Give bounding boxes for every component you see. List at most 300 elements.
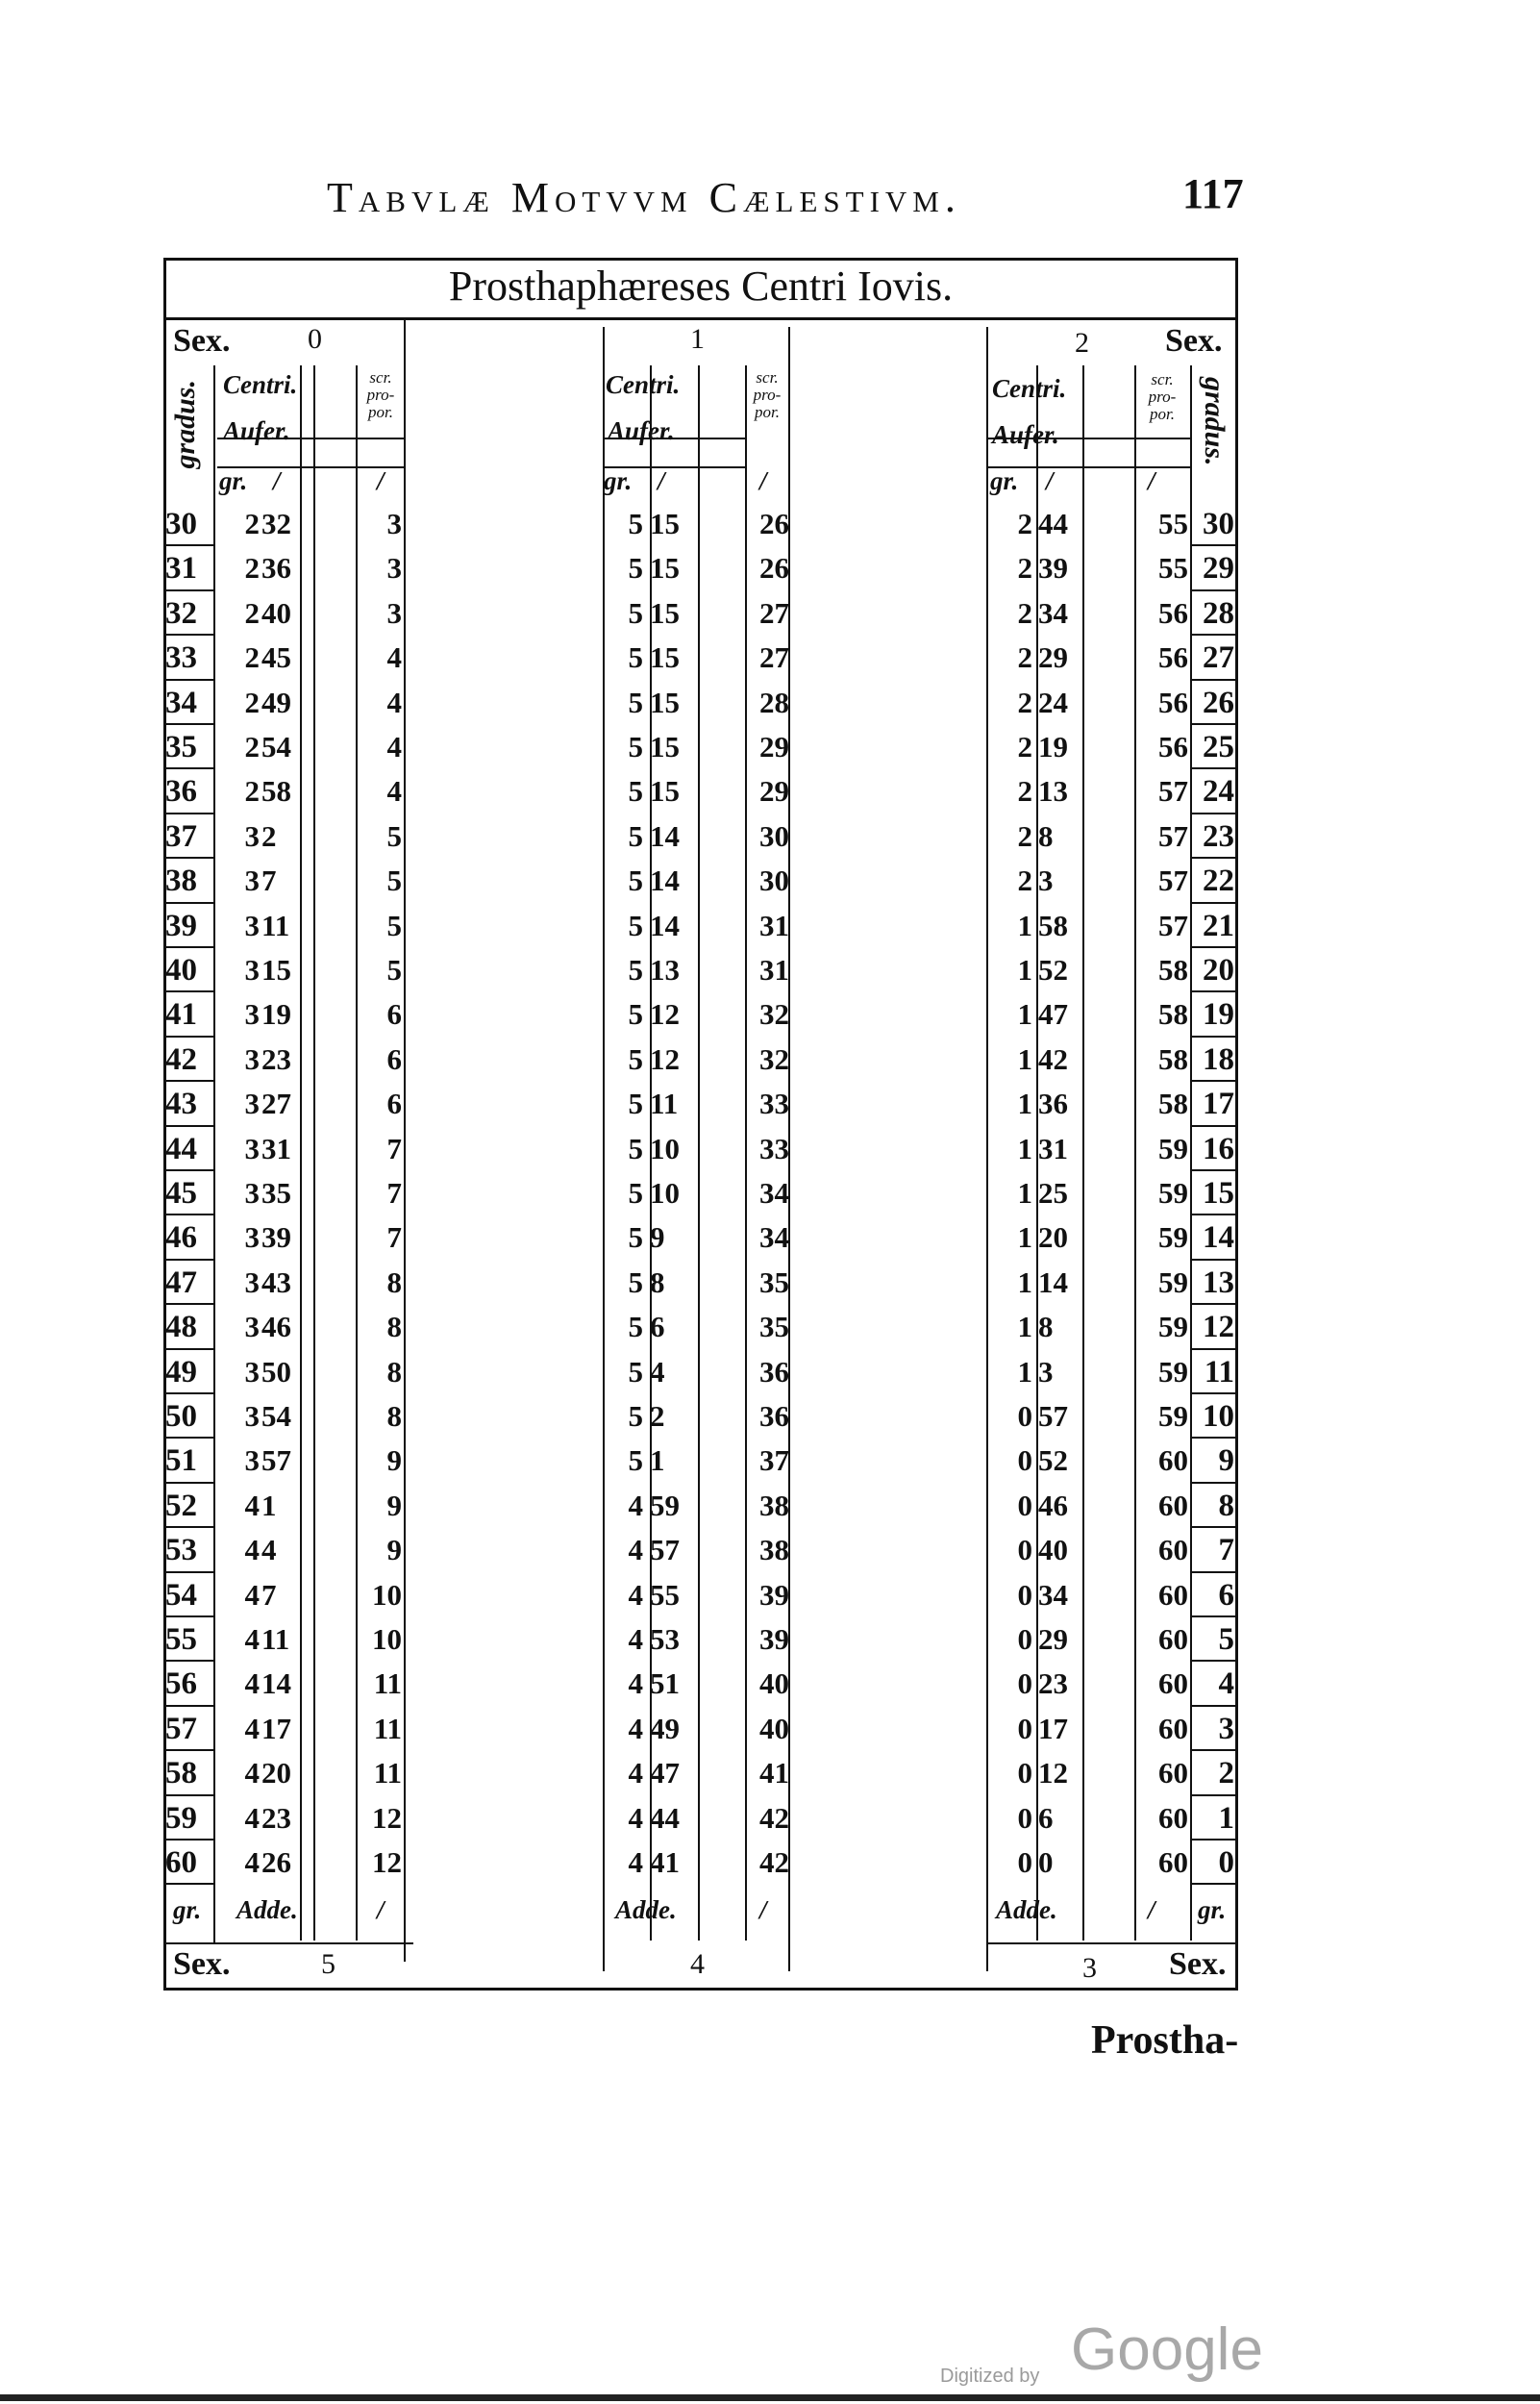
gradus-label-right: gradus. (1199, 377, 1230, 466)
mid-degrees: 5 (628, 595, 643, 630)
row-degree-right: 17 (1203, 1087, 1234, 1122)
row-degree-right: 1 (1218, 1800, 1234, 1836)
mid-minutes: 9 (650, 1220, 665, 1255)
mid-degrees: 5 (628, 774, 643, 809)
right-degrees: 1 (1017, 997, 1032, 1032)
mid-degrees: 5 (628, 685, 643, 719)
adde-label-right: Adde. (996, 1895, 1057, 1924)
right-minutes: 52 (1038, 1443, 1068, 1478)
left-minutes: 45 (261, 640, 291, 675)
mid-minutes: 8 (650, 1265, 665, 1299)
right-degrees: 2 (1017, 507, 1032, 540)
right-minutes: 34 (1038, 1577, 1068, 1612)
left-proportional: 11 (373, 1666, 402, 1701)
left-proportional: 7 (386, 1131, 402, 1165)
mid-minutes: 14 (650, 908, 680, 942)
mid-minutes: 15 (650, 551, 680, 586)
scr-label-left: scr. (369, 368, 392, 387)
row-degree-right: 27 (1203, 640, 1234, 676)
right-degrees: 1 (1017, 1354, 1032, 1389)
left-degrees: 3 (244, 1310, 260, 1344)
mid-minutes: 10 (650, 1131, 680, 1165)
centri-label-left: Centri. (223, 370, 298, 399)
mid-proportional: 33 (759, 1131, 789, 1165)
mid-proportional: 35 (759, 1265, 789, 1299)
mid-minutes: 15 (650, 640, 680, 675)
pro-label-left: pro- (366, 386, 395, 404)
min-label-left-foot: / (377, 1895, 385, 1924)
mid-proportional: 27 (759, 595, 789, 630)
mid-proportional: 40 (759, 1711, 789, 1745)
left-minutes: 20 (261, 1756, 291, 1790)
left-minutes: 26 (261, 1845, 291, 1879)
left-proportional: 3 (386, 507, 402, 540)
mid-minutes: 15 (650, 730, 680, 764)
mid-proportional: 34 (759, 1176, 789, 1210)
row-degree-right: 23 (1203, 818, 1234, 854)
right-minutes: 25 (1038, 1176, 1068, 1210)
left-degrees: 3 (244, 1087, 260, 1121)
right-degrees: 1 (1017, 1265, 1032, 1299)
left-degrees: 2 (244, 730, 260, 764)
row-degree-right: 3 (1218, 1711, 1234, 1746)
left-minutes: 43 (261, 1265, 291, 1299)
mid-minutes: 10 (650, 1176, 680, 1210)
left-proportional: 7 (386, 1176, 402, 1210)
degree-row-rule (1190, 1883, 1235, 1885)
row-degree-left: 51 (165, 1443, 197, 1479)
right-minutes: 46 (1038, 1488, 1068, 1522)
catchword: Prostha- (1091, 2018, 1239, 2063)
left-minutes: 32 (261, 507, 291, 540)
right-minutes: 29 (1038, 1622, 1068, 1656)
min-label-right-foot: / (1148, 1895, 1155, 1924)
right-degrees: 0 (1017, 1711, 1032, 1745)
left-proportional: 9 (386, 1533, 402, 1567)
row-degree-left: 54 (165, 1577, 197, 1613)
left-proportional: 6 (386, 997, 402, 1032)
right-minutes: 14 (1038, 1265, 1068, 1299)
bottom-edge-rule (0, 2394, 1540, 2401)
left-degrees: 3 (244, 1220, 260, 1255)
left-minutes: 57 (261, 1443, 291, 1478)
left-degrees: 3 (244, 997, 260, 1032)
left-minutes: 7 (261, 864, 277, 898)
row-degree-right: 15 (1203, 1176, 1234, 1211)
mid-proportional: 29 (759, 774, 789, 809)
sex-label-top-right: Sex. (1165, 323, 1223, 359)
mid-minutes: 49 (650, 1711, 680, 1745)
right-minutes: 34 (1038, 595, 1068, 630)
adde-label-mid: Adde. (615, 1895, 677, 1924)
mid-degrees: 5 (628, 1399, 643, 1433)
right-degrees: 1 (1017, 1220, 1032, 1255)
mid-minutes: 44 (650, 1800, 680, 1835)
right-degrees: 0 (1017, 1399, 1032, 1433)
mid-degrees: 5 (628, 908, 643, 942)
row-degree-left: 44 (165, 1131, 197, 1166)
left-proportional: 12 (372, 1800, 402, 1835)
left-proportional: 9 (386, 1443, 402, 1478)
right-degrees: 2 (1017, 685, 1032, 719)
mid-degrees: 4 (628, 1800, 643, 1835)
mid-degrees: 5 (628, 1041, 643, 1076)
row-degree-right: 19 (1203, 997, 1234, 1033)
right-proportional: 56 (1158, 685, 1188, 719)
row-degree-left: 55 (165, 1622, 197, 1657)
mid-minutes: 55 (650, 1577, 680, 1612)
right-minutes: 31 (1038, 1131, 1068, 1165)
right-proportional: 57 (1158, 908, 1188, 942)
row-degree-right: 12 (1203, 1310, 1234, 1345)
row-degree-right: 30 (1203, 507, 1234, 541)
centri-label-right: Centri. (992, 374, 1067, 403)
right-minutes: 8 (1038, 818, 1054, 853)
row-degree-left: 40 (165, 953, 197, 988)
left-minutes: 17 (261, 1711, 291, 1745)
min-label-right: / (1046, 466, 1054, 495)
right-degrees: 0 (1017, 1666, 1032, 1701)
right-minutes: 20 (1038, 1220, 1068, 1255)
aufer-label-right: Aufer. (992, 420, 1059, 449)
column-rule (300, 365, 302, 1941)
mid-minutes: 14 (650, 818, 680, 853)
mid-proportional: 26 (759, 507, 789, 540)
row-degree-left: 58 (165, 1756, 197, 1791)
row-degree-left: 45 (165, 1176, 197, 1211)
right-degrees: 2 (1017, 818, 1032, 853)
pro-label-right: pro- (1148, 388, 1177, 406)
mid-degrees: 5 (628, 818, 643, 853)
right-proportional: 60 (1158, 1533, 1188, 1567)
right-minutes: 40 (1038, 1533, 1068, 1567)
left-degrees: 2 (244, 685, 260, 719)
column-rule (404, 317, 406, 1962)
left-minutes: 11 (261, 908, 290, 942)
left-proportional: 7 (386, 1220, 402, 1255)
mid-degrees: 5 (628, 640, 643, 675)
sex-label-bottom-left: Sex. (173, 1946, 231, 1982)
right-minutes: 39 (1038, 551, 1068, 586)
sex-number-top-left: 0 (308, 323, 322, 355)
column-rule (698, 365, 700, 1941)
row-degree-left: 59 (165, 1800, 197, 1836)
left-degrees: 3 (244, 1041, 260, 1076)
mid-degrees: 4 (628, 1845, 643, 1879)
scr-label-right: scr. (1151, 370, 1174, 388)
mid-degrees: 5 (628, 864, 643, 898)
right-minutes: 23 (1038, 1666, 1068, 1701)
mid-minutes: 51 (650, 1666, 680, 1701)
right-proportional: 60 (1158, 1488, 1188, 1522)
right-proportional: 59 (1158, 1176, 1188, 1210)
right-minutes: 24 (1038, 685, 1068, 719)
mid-degrees: 5 (628, 1443, 643, 1478)
page-number: 117 (1182, 170, 1244, 217)
right-proportional: 56 (1158, 595, 1188, 630)
mid-degrees: 4 (628, 1577, 643, 1612)
mid-proportional: 32 (759, 1041, 789, 1076)
mid-degrees: 5 (628, 1176, 643, 1210)
mid-degrees: 4 (628, 1533, 643, 1567)
row-degree-left: 52 (165, 1488, 197, 1523)
right-minutes: 17 (1038, 1711, 1068, 1745)
left-minutes: 54 (261, 1399, 291, 1433)
right-minutes: 57 (1038, 1399, 1068, 1433)
min-label-mid-foot: / (759, 1895, 767, 1924)
mid-minutes: 47 (650, 1756, 680, 1790)
right-proportional: 59 (1158, 1354, 1188, 1389)
column-rule (313, 365, 315, 1941)
sex-number-bottom-right: 3 (1082, 1952, 1097, 1984)
row-degree-right: 2 (1218, 1756, 1234, 1791)
right-minutes: 3 (1038, 864, 1054, 898)
row-degree-right: 20 (1203, 953, 1234, 988)
left-degrees: 3 (244, 1176, 260, 1210)
mid-minutes: 2 (650, 1399, 665, 1433)
row-degree-right: 26 (1203, 685, 1234, 720)
mid-proportional: 31 (759, 953, 789, 987)
right-degrees: 0 (1017, 1533, 1032, 1567)
min-label-left-prop: / (377, 466, 385, 495)
row-degree-left: 36 (165, 774, 197, 810)
left-minutes: 50 (261, 1354, 291, 1389)
mid-proportional: 30 (759, 818, 789, 853)
right-proportional: 57 (1158, 774, 1188, 809)
row-degree-left: 38 (165, 864, 197, 899)
mid-proportional: 36 (759, 1354, 789, 1389)
right-degrees: 2 (1017, 551, 1032, 586)
degree-row-rule (165, 1883, 213, 1885)
row-degree-right: 8 (1218, 1488, 1234, 1523)
row-degree-left: 39 (165, 908, 197, 943)
mid-proportional: 33 (759, 1087, 789, 1121)
right-proportional: 55 (1158, 507, 1188, 540)
left-degrees: 3 (244, 1443, 260, 1478)
row-degree-right: 25 (1203, 730, 1234, 764)
mid-proportional: 42 (759, 1845, 789, 1879)
left-proportional: 5 (386, 908, 402, 942)
left-minutes: 54 (261, 730, 291, 764)
row-degree-right: 13 (1203, 1265, 1234, 1300)
right-minutes: 13 (1038, 774, 1068, 809)
mid-proportional: 40 (759, 1666, 789, 1701)
left-proportional: 5 (386, 953, 402, 987)
row-degree-right: 4 (1218, 1666, 1234, 1702)
centri-label-mid: Centri. (606, 370, 681, 399)
sex-number-top-right: 2 (1075, 327, 1089, 359)
left-degrees: 2 (244, 507, 260, 540)
footer-rule (163, 1942, 413, 1944)
gr-label-right: gr. (990, 466, 1019, 495)
mid-proportional: 30 (759, 864, 789, 898)
left-minutes: 15 (261, 953, 291, 987)
mid-degrees: 5 (628, 730, 643, 764)
right-minutes: 29 (1038, 640, 1068, 675)
right-degrees: 1 (1017, 1087, 1032, 1121)
left-proportional: 8 (386, 1265, 402, 1299)
right-degrees: 0 (1017, 1443, 1032, 1478)
left-proportional: 4 (386, 774, 402, 809)
right-proportional: 56 (1158, 640, 1188, 675)
mid-degrees: 5 (628, 1131, 643, 1165)
left-degrees: 3 (244, 818, 260, 853)
right-minutes: 3 (1038, 1354, 1054, 1389)
mid-proportional: 39 (759, 1622, 789, 1656)
row-degree-right: 16 (1203, 1131, 1234, 1166)
right-minutes: 47 (1038, 997, 1068, 1032)
right-minutes: 8 (1038, 1310, 1054, 1344)
left-minutes: 49 (261, 685, 291, 719)
left-degrees: 4 (244, 1756, 260, 1790)
gr-label-left: gr. (219, 466, 248, 495)
row-degree-left: 60 (165, 1845, 197, 1880)
left-degrees: 3 (244, 1399, 260, 1433)
row-degree-right: 0 (1218, 1845, 1234, 1880)
right-proportional: 58 (1158, 997, 1188, 1032)
right-minutes: 52 (1038, 953, 1068, 987)
mid-minutes: 59 (650, 1488, 680, 1522)
pro-label-mid: pro- (753, 386, 782, 404)
mid-degrees: 5 (628, 1265, 643, 1299)
mid-minutes: 14 (650, 864, 680, 898)
right-minutes: 6 (1038, 1800, 1054, 1835)
row-degree-right: 29 (1203, 551, 1234, 587)
left-proportional: 3 (386, 551, 402, 586)
watermark-caption: Digitized by (940, 2366, 1040, 2387)
column-rule (213, 365, 215, 1942)
right-proportional: 60 (1158, 1443, 1188, 1478)
left-minutes: 11 (261, 1622, 290, 1656)
left-degrees: 4 (244, 1800, 260, 1835)
left-proportional: 12 (372, 1845, 402, 1879)
mid-degrees: 4 (628, 1756, 643, 1790)
scr-label-mid: scr. (756, 368, 779, 387)
left-minutes: 40 (261, 595, 291, 630)
right-degrees: 2 (1017, 595, 1032, 630)
right-minutes: 19 (1038, 730, 1068, 764)
right-degrees: 2 (1017, 730, 1032, 764)
right-degrees: 0 (1017, 1800, 1032, 1835)
left-minutes: 23 (261, 1041, 291, 1076)
right-degrees: 1 (1017, 1176, 1032, 1210)
right-degrees: 1 (1017, 1310, 1032, 1344)
sex-number-bottom-mid: 4 (690, 1948, 705, 1980)
left-proportional: 8 (386, 1354, 402, 1389)
left-minutes: 1 (261, 1488, 277, 1522)
left-minutes: 31 (261, 1131, 291, 1165)
gr-label-right-foot: gr. (1198, 1895, 1227, 1924)
right-proportional: 55 (1158, 551, 1188, 586)
left-proportional: 11 (373, 1756, 402, 1790)
left-proportional: 8 (386, 1399, 402, 1433)
right-proportional: 57 (1158, 818, 1188, 853)
sex-number-top-mid: 1 (690, 323, 705, 355)
mid-proportional: 39 (759, 1577, 789, 1612)
left-degrees: 4 (244, 1533, 260, 1567)
mid-degrees: 5 (628, 507, 643, 540)
por-label-right: por. (1150, 405, 1175, 423)
running-head: Tabvlæ Motvvm Cælestivm. (327, 174, 961, 221)
mid-proportional: 27 (759, 640, 789, 675)
left-degrees: 4 (244, 1711, 260, 1745)
right-degrees: 0 (1017, 1488, 1032, 1522)
left-minutes: 19 (261, 997, 291, 1032)
right-minutes: 12 (1038, 1756, 1068, 1790)
left-minutes: 46 (261, 1310, 291, 1344)
left-degrees: 3 (244, 1354, 260, 1389)
mid-proportional: 31 (759, 908, 789, 942)
right-degrees: 0 (1017, 1845, 1032, 1879)
row-degree-right: 6 (1218, 1577, 1234, 1613)
mid-degrees: 5 (628, 997, 643, 1032)
gradus-label-left: gradus. (169, 380, 201, 469)
right-proportional: 59 (1158, 1399, 1188, 1433)
row-degree-left: 43 (165, 1087, 197, 1122)
left-degrees: 4 (244, 1622, 260, 1656)
mid-minutes: 6 (650, 1310, 665, 1344)
left-proportional: 4 (386, 685, 402, 719)
row-degree-left: 31 (165, 551, 197, 587)
left-degrees: 3 (244, 864, 260, 898)
mid-degrees: 4 (628, 1488, 643, 1522)
min-label-mid: / (658, 466, 665, 495)
mid-minutes: 57 (650, 1533, 680, 1567)
right-proportional: 60 (1158, 1845, 1188, 1879)
mid-minutes: 15 (650, 685, 680, 719)
right-degrees: 1 (1017, 908, 1032, 942)
row-degree-left: 41 (165, 997, 197, 1033)
mid-minutes: 53 (650, 1622, 680, 1656)
adde-label-left: Adde. (236, 1895, 298, 1924)
gr-label-mid: gr. (604, 466, 633, 495)
sex-label-top-left: Sex. (173, 323, 231, 359)
column-rule (1235, 365, 1237, 1942)
right-degrees: 1 (1017, 953, 1032, 987)
left-degrees: 3 (244, 1131, 260, 1165)
right-proportional: 58 (1158, 1087, 1188, 1121)
row-degree-left: 47 (165, 1265, 197, 1300)
mid-degrees: 5 (628, 1310, 643, 1344)
mid-proportional: 42 (759, 1800, 789, 1835)
left-minutes: 27 (261, 1087, 291, 1121)
sex-number-bottom-left: 5 (321, 1948, 335, 1980)
row-degree-right: 11 (1204, 1354, 1234, 1390)
min-label-mid-prop: / (759, 466, 767, 495)
right-proportional: 59 (1158, 1310, 1188, 1344)
row-degree-right: 9 (1218, 1443, 1234, 1479)
mid-minutes: 15 (650, 595, 680, 630)
sex-label-bottom-right: Sex. (1169, 1946, 1227, 1982)
row-degree-right: 10 (1203, 1399, 1234, 1434)
mid-degrees: 5 (628, 953, 643, 987)
right-degrees: 0 (1017, 1577, 1032, 1612)
mid-degrees: 5 (628, 1354, 643, 1389)
right-proportional: 58 (1158, 953, 1188, 987)
left-proportional: 9 (386, 1488, 402, 1522)
left-minutes: 36 (261, 551, 291, 586)
right-proportional: 60 (1158, 1577, 1188, 1612)
row-degree-left: 30 (165, 507, 197, 541)
left-proportional: 3 (386, 595, 402, 630)
row-degree-left: 57 (165, 1711, 197, 1746)
left-degrees: 4 (244, 1488, 260, 1522)
right-minutes: 36 (1038, 1087, 1068, 1121)
aufer-label-left: Aufer. (223, 416, 290, 445)
column-rule (1082, 365, 1084, 1941)
left-proportional: 6 (386, 1041, 402, 1076)
mid-proportional: 41 (759, 1756, 789, 1790)
